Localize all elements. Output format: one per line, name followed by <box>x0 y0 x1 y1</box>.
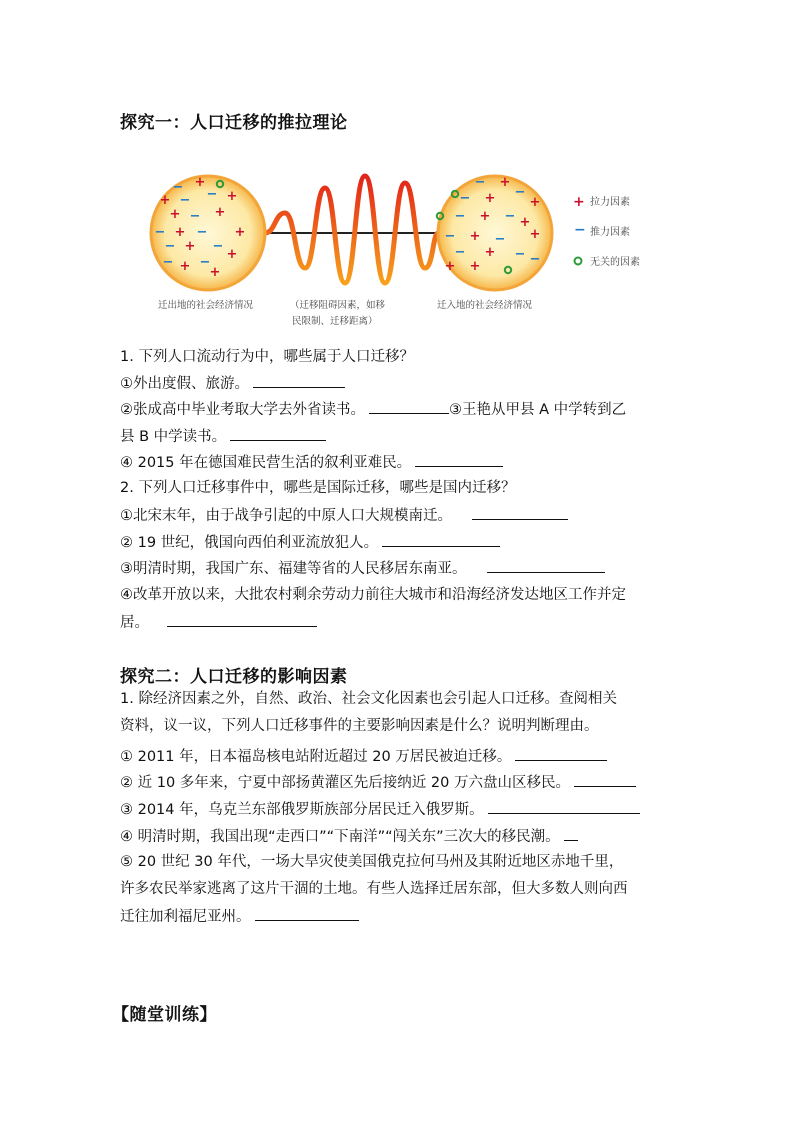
answer-blank[interactable] <box>255 906 359 921</box>
push-factor-mark: − <box>212 239 224 254</box>
push-factor-mark: − <box>494 232 506 247</box>
s2-line-3: ② 近 10 多年来，宁夏中部扬黄灌区先后接纳近 20 万六盘山区移民。 <box>120 772 680 793</box>
s1-line-9: ④改革开放以来，大批农村剩余劳动力前往大城市和沿海经济发达地区工作并定 <box>120 587 626 603</box>
pull-factor-mark: + <box>214 205 226 220</box>
pull-factor-mark: + <box>226 247 238 262</box>
s2-line-2: ① 2011 年，日本福岛核电站附近超过 20 万居民被迫迁移。 <box>120 746 680 767</box>
answer-blank[interactable] <box>382 532 500 547</box>
pull-factor-mark: + <box>529 227 541 242</box>
push-factor-mark: − <box>474 175 486 190</box>
caption-origin: 迁出地的社会经济情况 <box>158 300 254 311</box>
answer-blank[interactable] <box>515 746 607 761</box>
push-factor-icon: − <box>574 222 586 238</box>
section1-heading: 探究一：人口迁移的推拉理论 <box>120 113 348 133</box>
pull-factor-mark: + <box>444 259 456 274</box>
push-factor-mark: − <box>454 245 466 260</box>
push-factor-mark: − <box>504 209 516 224</box>
push-factor-mark: − <box>514 185 526 200</box>
pull-factor-mark: + <box>499 175 511 190</box>
pull-factor-mark: + <box>184 239 196 254</box>
push-factor-mark: − <box>196 225 208 240</box>
push-factor-mark: − <box>529 252 541 267</box>
push-factor-mark: − <box>206 187 218 202</box>
legend-push-label: 推力因素 <box>590 227 630 238</box>
answer-blank[interactable] <box>574 772 636 787</box>
push-factor-mark: − <box>454 209 466 224</box>
push-factor-mark: − <box>172 180 184 195</box>
push-factor-mark: − <box>199 255 211 270</box>
s2-line-6: ⑤ 20 世纪 30 年代，一场大旱灾使美国俄克拉何马州及其附近地区赤地千里， <box>120 854 624 870</box>
legend <box>573 194 640 268</box>
pull-factor-mark: + <box>174 225 186 240</box>
s2-line-7: 许多农民举家逃离了这片干涸的土地。有些人选择迁居东部，但大多数人则向西 <box>120 881 628 897</box>
answer-blank[interactable] <box>415 452 503 467</box>
legend-pull-label: 拉力因素 <box>590 197 630 208</box>
s1-line-1: ①外出度假、旅游。 <box>120 373 680 394</box>
s1-line-8: ③明清时期，我国广东、福建等省的人民移居东南亚。 <box>120 558 680 579</box>
s1-line-5: 2. 下列人口迁移事件中，哪些是国际迁移，哪些是国内迁移？ <box>120 480 516 496</box>
push-factor-mark: − <box>179 193 191 208</box>
pull-factor-mark: + <box>484 191 496 206</box>
pull-factor-mark: + <box>469 259 481 274</box>
s1-line-3: 县 B 中学读书。 <box>120 426 680 447</box>
answer-blank[interactable] <box>564 826 578 841</box>
answer-blank[interactable] <box>167 612 317 627</box>
pull-factor-mark: + <box>179 259 191 274</box>
pull-factor-mark: + <box>479 209 491 224</box>
pull-factor-mark: + <box>484 245 496 260</box>
push-pull-diagram <box>140 158 680 338</box>
push-factor-mark: − <box>164 239 176 254</box>
push-factor-mark: − <box>189 209 201 224</box>
pull-factor-mark: + <box>209 265 221 280</box>
s2-line-4: ③ 2014 年，乌克兰东部俄罗斯族部分居民迁入俄罗斯。 <box>120 799 680 820</box>
s2-line-1: 资料，议一议，下列人口迁移事件的主要影响因素是什么？说明判断理由。 <box>120 718 599 734</box>
neutral-factor-icon <box>575 258 582 265</box>
push-factor-mark: − <box>154 225 166 240</box>
s1-line-4: ④ 2015 年在德国难民营生活的叙利亚难民。 <box>120 452 680 473</box>
push-factor-mark: − <box>162 255 174 270</box>
answer-blank[interactable] <box>230 426 326 441</box>
s1-line-7: ② 19 世纪，俄国向西伯利亚流放犯人。 <box>120 532 680 553</box>
push-factor-mark: − <box>459 191 471 206</box>
push-factor-mark: − <box>444 229 456 244</box>
s1-line-2: ②张成高中毕业考取大学去外省读书。 ③王艳从甲县 A 中学转到乙 <box>120 399 680 420</box>
section3-heading: 【随堂训练】 <box>112 1005 217 1025</box>
s1-line-0: 1. 下列人口流动行为中，哪些属于人口迁移？ <box>120 349 414 365</box>
caption-destination: 迁入地的社会经济情况 <box>437 300 533 311</box>
pull-factor-mark: + <box>159 193 171 208</box>
pull-factor-mark: + <box>519 215 531 230</box>
push-factor-mark: − <box>514 247 526 262</box>
barrier-wave <box>265 176 438 283</box>
section2-heading: 探究二：人口迁移的影响因素 <box>120 667 348 687</box>
pull-factor-mark: + <box>194 175 206 190</box>
pull-factor-mark: + <box>469 229 481 244</box>
s1-line-6: ①北宋末年，由于战争引起的中原人口大规模南迁。 <box>120 505 680 526</box>
s1-line-10: 居。 <box>120 612 680 633</box>
answer-blank[interactable] <box>369 399 449 414</box>
caption-barrier-1: （迁移阻碍因素，如移 <box>290 300 386 311</box>
caption-barrier-2: 民限制、迁移距离） <box>292 316 378 327</box>
pull-factor-icon: + <box>573 194 585 210</box>
pull-factor-mark: + <box>169 207 181 222</box>
answer-blank[interactable] <box>487 558 605 573</box>
s2-line-8: 迁往加利福尼亚州。 <box>120 906 680 927</box>
legend-neutral-label: 无关的因素 <box>590 257 640 268</box>
pull-factor-mark: + <box>529 195 541 210</box>
s2-line-5: ④ 明清时期，我国出现“走西口”“下南洋”“闯关东”三次大的移民潮。 <box>120 826 680 847</box>
pull-factor-mark: + <box>226 189 238 204</box>
answer-blank[interactable] <box>488 799 640 814</box>
pull-factor-mark: + <box>234 225 246 240</box>
s2-line-0: 1. 除经济因素之外，自然、政治、社会文化因素也会引起人口迁移。查阅相关 <box>120 691 617 707</box>
answer-blank[interactable] <box>472 505 568 520</box>
answer-blank[interactable] <box>253 373 345 388</box>
